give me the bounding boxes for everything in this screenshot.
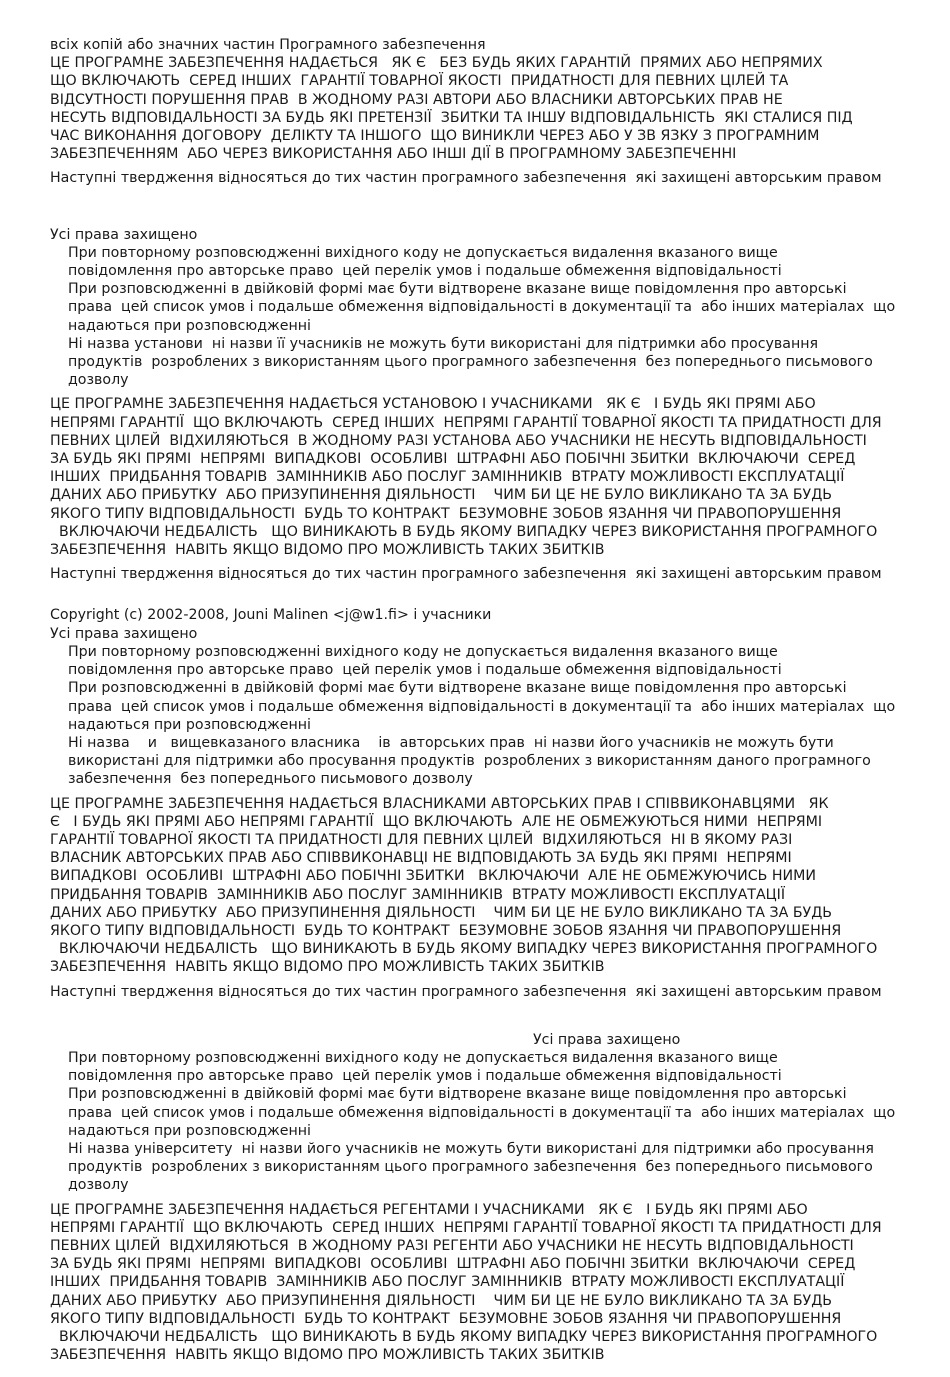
condition-line: При повторному розповсюдженні вихідного коду не допускається видалення вказаного вище bbox=[68, 244, 778, 261]
disclaimer-line: ПЕВНИХ ЦІЛЕЙ ВІДХИЛЯЮТЬСЯ В ЖОДНОМУ РАЗІ РЕГЕНТИ АБО УЧАСНИКИ НЕ НЕСУТЬ ВІДПОВІДАЛЬНОСТІ bbox=[50, 1237, 854, 1254]
condition-line: надаються при розповсюдженні bbox=[68, 317, 312, 334]
conditions-2 bbox=[50, 643, 910, 789]
disclaimer-line: ЦЕ ПРОГРАМНЕ ЗАБЕЗПЕЧЕННЯ НАДАЄТЬСЯ РЕГЕНТАМИ І УЧАСНИКАМИ ЯК Є І БУДЬ ЯКІ ПРЯМІ АБО bbox=[50, 1201, 808, 1218]
disclaimer-line: ГАРАНТІЇ ТОВАРНОЇ ЯКОСТІ ТА ПРИДАТНОСТІ ДЛЯ ПЕВНИХ ЦІЛЕЙ ВІДХИЛЯЮТЬСЯ НІ В ЯКОМУ РАЗІ bbox=[50, 831, 793, 848]
statement-2: Наступні твердження відносяться до тих частин програмного забезпечення які захищені авторським правом bbox=[50, 566, 882, 583]
condition-line: забезпечення без попереднього письмового дозволу bbox=[68, 771, 473, 788]
disclaimer-line: ПРИДБАННЯ ТОВАРІВ ЗАМІННИКІВ АБО ПОСЛУГ ЗАМІННИКІВ ВТРАТУ МОЖЛИВОСТІ ЕКСПЛУАТАЦІЇ bbox=[50, 886, 786, 903]
condition-line: надаються при розповсюдженні bbox=[68, 1122, 312, 1139]
text-line: ЦЕ ПРОГРАМНЕ ЗАБЕЗПЕЧЕННЯ НАДАЄТЬСЯ ЯК Є БЕЗ БУДЬ ЯКИХ ГАРАНТІЙ ПРЯМИХ АБО НЕПРЯМИХ bbox=[50, 55, 823, 72]
disclaimer-line: ВКЛЮЧАЮЧИ НЕДБАЛІСТЬ ЩО ВИНИКАЮТЬ В БУДЬ ЯКОМУ ВИПАДКУ ЧЕРЕЗ ВИКОРИСТАННЯ ПРОГРАМНОГО bbox=[50, 523, 878, 540]
disclaimer-line: ВЛАСНИК АВТОРСЬКИХ ПРАВ АБО СПІВВИКОНАВЦІ НЕ ВІДПОВІДАЮТЬ ЗА БУДЬ ЯКІ ПРЯМІ НЕПРЯМІ bbox=[50, 850, 792, 867]
text-line: ВІДСУТНОСТІ ПОРУШЕННЯ ПРАВ В ЖОДНОМУ РАЗІ АВТОРИ АБО ВЛАСНИКИ АВТОРСЬКИХ ПРАВ НЕ bbox=[50, 91, 783, 108]
condition-line: повідомлення про авторське право цей перелік умов і подальше обмеження відповідальності bbox=[68, 1068, 782, 1085]
condition-line: дозволу bbox=[68, 1177, 129, 1194]
disclaimer-line: ДАНИХ АБО ПРИБУТКУ АБО ПРИЗУПИНЕННЯ ДІЯЛЬНОСТІ ЧИМ БИ ЦЕ НЕ БУЛО ВИКЛИКАНО ТА ЗА БУДЬ bbox=[50, 487, 833, 504]
condition-line: При розповсюдженні в двійковій формі має бути відтворене вказане вище повідомлення про авторські bbox=[68, 680, 847, 697]
condition-line: Ні назва установи ні назви її учасників не можуть бути використані для підтримки або просування bbox=[68, 335, 819, 352]
text-line: НЕСУТЬ ВІДПОВІДАЛЬНОСТІ ЗА БУДЬ ЯКІ ПРЕТЕНЗІЇ ЗБИТКИ ТА ІНШУ ВІДПОВІДАЛЬНІСТЬ ЯКІ СТАЛИСЯ ПІД bbox=[50, 109, 853, 126]
condition-line: При розповсюдженні в двійковій формі має бути відтворене вказане вище повідомлення про авторські bbox=[68, 281, 847, 298]
condition-line: права цей список умов і подальше обмеження відповідальності в документації та або інших матеріалах що bbox=[68, 698, 896, 715]
text-line: всіх копій або значних частин Програмного забезпечення bbox=[50, 37, 486, 53]
condition-line: повідомлення про авторське право цей перелік умов і подальше обмеження відповідальності bbox=[68, 662, 782, 679]
rights-reserved-2: Усі права захищено bbox=[50, 625, 198, 642]
disclaimer-line: ЯКОГО ТИПУ ВІДПОВІДАЛЬНОСТІ БУДЬ ТО КОНТРАКТ БЕЗУМОВНЕ ЗОБОВ ЯЗАННЯ ЧИ ПРАВОПОРУШЕННЯ bbox=[50, 922, 842, 939]
statement-1: Наступні твердження відносяться до тих частин програмного забезпечення які захищені авторським правом bbox=[50, 170, 882, 187]
rights-reserved-1: Усі права захищено bbox=[50, 226, 198, 243]
condition-line: Ні назва університету ні назви його учасників не можуть бути використані для підтримки або просування bbox=[68, 1140, 874, 1157]
condition-line: продуктів розроблених з використанням цього програмного забезпечення без попереднього письмового bbox=[68, 354, 873, 371]
disclaimer-line: ВКЛЮЧАЮЧИ НЕДБАЛІСТЬ ЩО ВИНИКАЮТЬ В БУДЬ ЯКОМУ ВИПАДКУ ЧЕРЕЗ ВИКОРИСТАННЯ ПРОГРАМНОГО bbox=[50, 1329, 878, 1345]
disclaimer-1 bbox=[50, 395, 910, 559]
copyright-line: Copyright (c) 2002-2008, Jouni Malinen <j@w1.fi> і учасники bbox=[50, 607, 492, 624]
condition-line: При повторному розповсюдженні вихідного коду не допускається видалення вказаного вище bbox=[68, 643, 778, 660]
condition-line: При розповсюдженні в двійковій формі має бути відтворене вказане вище повідомлення про авторські bbox=[68, 1086, 847, 1103]
disclaimer-3 bbox=[50, 1201, 910, 1365]
condition-line: права цей список умов і подальше обмеження відповідальності в документації та або інших матеріалах що bbox=[68, 1104, 896, 1121]
disclaimer-line: Є І БУДЬ ЯКІ ПРЯМІ АБО НЕПРЯМІ ГАРАНТІЇ ЩО ВКЛЮЧАЮТЬ АЛЕ НЕ ОБМЕЖУЮТЬСЯ НИМИ НЕПРЯМІ bbox=[50, 813, 823, 830]
condition-line: використані для підтримки або просування продуктів розроблених з використанням даного програмного bbox=[68, 753, 871, 770]
disclaimer-line: ІНШИХ ПРИДБАННЯ ТОВАРІВ ЗАМІННИКІВ АБО ПОСЛУГ ЗАМІННИКІВ ВТРАТУ МОЖЛИВОСТІ ЕКСПЛУАТАЦІЇ bbox=[50, 469, 845, 486]
disclaimer-line: ЗА БУДЬ ЯКІ ПРЯМІ НЕПРЯМІ ВИПАДКОВІ ОСОБЛИВІ ШТРАФНІ АБО ПОБІЧНІ ЗБИТКИ ВКЛЮЧАЮЧИ СЕРЕД bbox=[50, 451, 856, 468]
disclaimer-line: ДАНИХ АБО ПРИБУТКУ АБО ПРИЗУПИНЕННЯ ДІЯЛЬНОСТІ ЧИМ БИ ЦЕ НЕ БУЛО ВИКЛИКАНО ТА ЗА БУДЬ bbox=[50, 904, 833, 921]
license-document bbox=[50, 36, 910, 1364]
conditions-3 bbox=[50, 1049, 910, 1195]
disclaimer-line: ЦЕ ПРОГРАМНЕ ЗАБЕЗПЕЧЕННЯ НАДАЄТЬСЯ ВЛАСНИКАМИ АВТОРСЬКИХ ПРАВ І СПІВВИКОНАВЦЯМИ ЯК bbox=[50, 795, 829, 812]
text-line: ЗАБЕЗПЕЧЕННЯМ АБО ЧЕРЕЗ ВИКОРИСТАННЯ АБО ІНШІ ДІЇ В ПРОГРАМНОМУ ЗАБЕЗПЕЧЕННІ bbox=[50, 146, 737, 163]
condition-line: права цей список умов і подальше обмеження відповідальності в документації та або інших матеріалах що bbox=[68, 299, 896, 316]
conditions-1 bbox=[50, 244, 910, 390]
disclaimer-line: ЗАБЕЗПЕЧЕННЯ НАВІТЬ ЯКЩО ВІДОМО ПРО МОЖЛИВІСТЬ ТАКИХ ЗБИТКІВ bbox=[50, 1347, 605, 1364]
disclaimer-line: ЗА БУДЬ ЯКІ ПРЯМІ НЕПРЯМІ ВИПАДКОВІ ОСОБЛИВІ ШТРАФНІ АБО ПОБІЧНІ ЗБИТКИ ВКЛЮЧАЮЧИ СЕРЕД bbox=[50, 1256, 856, 1273]
disclaimer-line: ЯКОГО ТИПУ ВІДПОВІДАЛЬНОСТІ БУДЬ ТО КОНТРАКТ БЕЗУМОВНЕ ЗОБОВ ЯЗАННЯ ЧИ ПРАВОПОРУШЕННЯ bbox=[50, 1310, 842, 1327]
condition-line: Ні назва и вищевказаного власника ів авторських прав ні назви його учасників не можуть бути bbox=[68, 734, 834, 751]
condition-line: продуктів розроблених з використанням цього програмного забезпечення без попереднього письмового bbox=[68, 1159, 873, 1176]
disclaimer-line: ІНШИХ ПРИДБАННЯ ТОВАРІВ ЗАМІННИКІВ АБО ПОСЛУГ ЗАМІННИКІВ ВТРАТУ МОЖЛИВОСТІ ЕКСПЛУАТАЦІЇ bbox=[50, 1274, 845, 1291]
disclaimer-line: ВКЛЮЧАЮЧИ НЕДБАЛІСТЬ ЩО ВИНИКАЮТЬ В БУДЬ ЯКОМУ ВИПАДКУ ЧЕРЕЗ ВИКОРИСТАННЯ ПРОГРАМНОГО bbox=[50, 941, 878, 958]
disclaimer-line: НЕПРЯМІ ГАРАНТІЇ ЩО ВКЛЮЧАЮТЬ СЕРЕД ІНШИХ НЕПРЯМІ ГАРАНТІЇ ТОВАРНОЇ ЯКОСТІ ТА ПРИДАТНОСТІ ДЛЯ bbox=[50, 1219, 882, 1236]
text-line: ЧАС ВИКОНАННЯ ДОГОВОРУ ДЕЛІКТУ ТА ІНШОГО ЩО ВИНИКЛИ ЧЕРЕЗ АБО У ЗВ ЯЗКУ З ПРОГРАМНИМ bbox=[50, 128, 820, 145]
disclaimer-line: ЯКОГО ТИПУ ВІДПОВІДАЛЬНОСТІ БУДЬ ТО КОНТРАКТ БЕЗУМОВНЕ ЗОБОВ ЯЗАННЯ ЧИ ПРАВОПОРУШЕННЯ bbox=[50, 505, 842, 522]
disclaimer-line: НЕПРЯМІ ГАРАНТІЇ ЩО ВКЛЮЧАЮТЬ СЕРЕД ІНШИХ НЕПРЯМІ ГАРАНТІЇ ТОВАРНОЇ ЯКОСТІ ТА ПРИДАТНОСТІ ДЛЯ bbox=[50, 414, 882, 431]
disclaimer-line: ВИПАДКОВІ ОСОБЛИВІ ШТРАФНІ АБО ПОБІЧНІ ЗБИТКИ ВКЛЮЧАЮЧИ АЛЕ НЕ ОБМЕЖУЮЧИСЬ НИМИ bbox=[50, 868, 816, 885]
top-disclaimer bbox=[50, 36, 910, 163]
disclaimer-line: ДАНИХ АБО ПРИБУТКУ АБО ПРИЗУПИНЕННЯ ДІЯЛЬНОСТІ ЧИМ БИ ЦЕ НЕ БУЛО ВИКЛИКАНО ТА ЗА БУДЬ bbox=[50, 1292, 833, 1309]
condition-line: надаються при розповсюдженні bbox=[68, 716, 312, 733]
text-line: ЩО ВКЛЮЧАЮТЬ СЕРЕД ІНШИХ ГАРАНТІЇ ТОВАРНОЇ ЯКОСТІ ПРИДАТНОСТІ ДЛЯ ПЕВНИХ ЦІЛЕЙ ТА bbox=[50, 73, 789, 90]
condition-line: повідомлення про авторське право цей перелік умов і подальше обмеження відповідальності bbox=[68, 263, 782, 280]
disclaimer-line: ЗАБЕЗПЕЧЕННЯ НАВІТЬ ЯКЩО ВІДОМО ПРО МОЖЛИВІСТЬ ТАКИХ ЗБИТКІВ bbox=[50, 542, 605, 559]
condition-line: При повторному розповсюдженні вихідного коду не допускається видалення вказаного вище bbox=[68, 1049, 778, 1066]
disclaimer-2 bbox=[50, 795, 910, 977]
disclaimer-line: ЗАБЕЗПЕЧЕННЯ НАВІТЬ ЯКЩО ВІДОМО ПРО МОЖЛИВІСТЬ ТАКИХ ЗБИТКІВ bbox=[50, 959, 605, 976]
disclaimer-line: ЦЕ ПРОГРАМНЕ ЗАБЕЗПЕЧЕННЯ НАДАЄТЬСЯ УСТАНОВОЮ І УЧАСНИКАМИ ЯК Є І БУДЬ ЯКІ ПРЯМІ АБО bbox=[50, 396, 816, 413]
condition-line: дозволу bbox=[68, 372, 129, 389]
statement-3: Наступні твердження відносяться до тих частин програмного забезпечення які захищені авторським правом bbox=[50, 983, 882, 1000]
disclaimer-line: ПЕВНИХ ЦІЛЕЙ ВІДХИЛЯЮТЬСЯ В ЖОДНОМУ РАЗІ УСТАНОВА АБО УЧАСНИКИ НЕ НЕСУТЬ ВІДПОВІДАЛЬНОСТІ bbox=[50, 432, 867, 449]
rights-reserved-3: Усі права захищено bbox=[533, 1031, 681, 1048]
